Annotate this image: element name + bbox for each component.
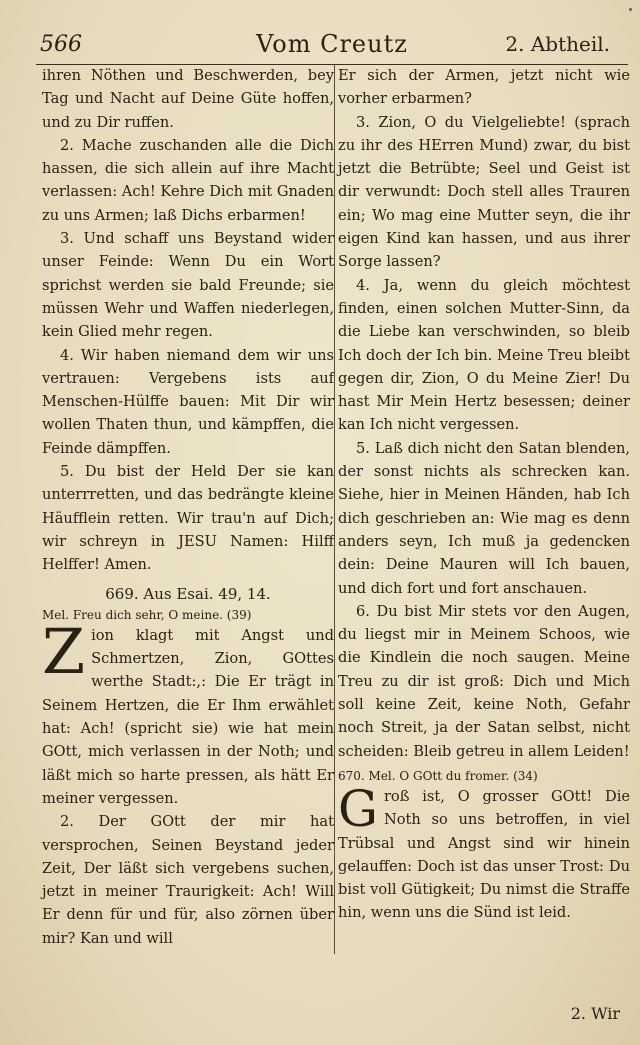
page-number: 566 (40, 32, 82, 57)
ink-speck (629, 8, 632, 11)
right-verse-5: 5. Laß dich nicht den Satan blenden, der sonst nichts als schrecken kan. Siehe, hier in Meinen Händen, hab Ich dich geschrieben an: Wie mag es denn anders seyn, Ich muß ja gedencken dein: Deine Mauren will Ich bauen, und dich fort und fort anschauen. (338, 439, 630, 597)
right-opening-text: Er sich der Armen, jetzt nicht wie vorher erbarmen? (338, 67, 630, 108)
drop-cap-z: Z (42, 614, 86, 688)
hymn-669-verse-1-text: ion klagt mit Angst und Schmertzen, Zion, GOttes werthe Stadt:,: Die Er trägt in Seinem Hertzen, die Er Ihm erwählet hat: Ach! (spricht sie) wie hat mein GOtt, mich verlassen in der Noth; und läßt mich so harte pressen, als hätt Er meiner vergessen. (42, 626, 334, 807)
section-label: 2. Abtheil. (505, 32, 610, 56)
hymn-669-verse-2: 2. Der GOtt der mir hat versprochen, Seinen Beystand jeder Zeit, Der läßt sich vergebens suchen, jetzt in meiner Traurigkeit: Ach! Will Er denn für und für, also zörnen über mir? Kan und will (42, 813, 334, 947)
left-verse-2: 2. Mache zuschanden alle die Dich hassen, die sich allein auf ihre Macht verlassen: Ach! Kehre Dich mit Gnaden zu uns Armen; laß Dichs erbarmen! (42, 136, 334, 224)
left-opening-text: ihren Nöthen und Beschwerden, bey Tag und Nacht auf Deine Güte hoffen, und zu Dir ruffen. (42, 67, 334, 131)
page-header (36, 28, 628, 65)
left-column (42, 64, 334, 950)
left-verse-4: 4. Wir haben niemand dem wir uns vertrauen: Vergebens ists auf Menschen-Hülffe bauen: Mit Dir wir wollen Thaten thun, und kämpffen, die Feinde dämpffen. (42, 346, 334, 457)
right-verse-3: 3. Zion, O du Vielgeliebte! (sprach zu ihr des HErren Mund) zwar, du bist jetzt die Betrübte; Seel und Geist ist dir verwundt: Doch stell alles Trauren ein; Wo mag eine Mutter seyn, die ihr eigen Kind kan hassen, und aus ihrer Sorge lassen? (338, 113, 630, 271)
right-verse-6: 6. Du bist Mir stets vor den Augen, du liegst mir in Meinem Schoos, wie die Kindlein die noch saugen. Meine Treu zu dir ist groß: Dich und Mich soll keine Zeit, keine Noth, Gefahr noch Streit, ja der Satan selbst, nicht scheiden: Bleib getreu in allem Leiden! (338, 602, 630, 760)
hymn-670-verse-1-text: roß ist, O grosser GOtt! Die Noth so uns betroffen, in viel Trübsal und Angst sind wir hinein gelauffen: Doch ist das unser Trost: Du bist voll Gütigkeit; Du nimst die Straffe hin, wenn uns die Sünd ist leid. (338, 787, 630, 922)
running-title: Vom Creutz (256, 30, 408, 58)
hymn-669-title: 669. Aus Esai. 49, 14. (105, 584, 271, 603)
right-column (338, 64, 630, 925)
left-verse-5: 5. Du bist der Held Der sie kan unterrretten, und das bedrängte kleine Häufflein retten. Wir trau'n auf Dich; wir schreyn in JESU Namen: Hilff Helffer! Amen. (42, 463, 334, 574)
catchword: 2. Wir (570, 1004, 620, 1023)
right-verse-4: 4. Ja, wenn du gleich möchtest finden, einen solchen Mutter-Sinn, da die Liebe kan verschwinden, so bleib Ich doch der Ich bin. Meine Treu bleibt gegen dir, Zion, O du Meine Zier! Du hast Mir Mein Hertz besessen; deiner kan Ich nicht vergessen. (338, 276, 630, 434)
column-divider (334, 64, 335, 954)
hymn-669-melody: Mel. Freu dich sehr, O meine. (39) (42, 607, 252, 622)
drop-cap-g: G (338, 779, 378, 838)
left-verse-3: 3. Und schaff uns Beystand wider unser Feinde: Wenn Du ein Wort sprichst werden sie bald Freunde; sie müssen Wehr und Waffen niederlegen, kein Glied mehr regen. (42, 230, 334, 341)
hymn-670-melody: 670. Mel. O GOtt du fromer. (34) (338, 768, 538, 783)
hymn-670-verse-1 (338, 779, 630, 925)
